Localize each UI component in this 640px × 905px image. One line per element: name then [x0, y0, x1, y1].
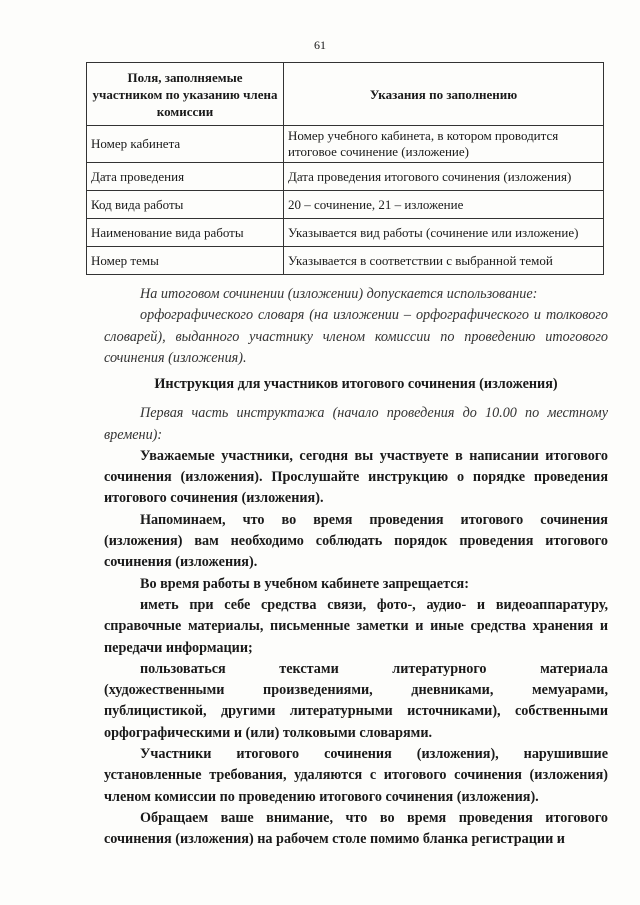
word: пользоваться	[140, 660, 226, 677]
table-header-cell: Указания по заполнению	[284, 63, 604, 126]
table-cell: Указывается в соответствии с выбранной темой	[284, 247, 604, 275]
paragraph: Напоминаем, что во время проведения итогового сочинения (изложения) вам необходимо соблюдать порядок проведения итогового сочинения (изложения).	[104, 511, 608, 571]
paragraph: Обращаем ваше внимание, что во время проведения итогового сочинения (изложения) на рабочем столе помимо бланка регистрации и	[104, 809, 608, 848]
table-cell: Номер кабинета	[87, 126, 284, 163]
section-heading: Инструкция для участников итогового сочинения (изложения)	[154, 376, 558, 392]
spread-line	[104, 659, 608, 680]
paragraph: Участники итогового сочинения (изложения), нарушившие установленные требования, удаляются с итогового сочинения (изложения) членом комиссии по проведению итогового сочинения (изложения).	[104, 746, 608, 805]
table-row	[87, 126, 604, 163]
word: текстами	[279, 660, 339, 677]
table-cell: Указывается вид работы (сочинение или изложение)	[284, 219, 604, 247]
table-cell: 20 – сочинение, 21 – изложение	[284, 191, 604, 219]
table-row	[87, 219, 604, 247]
table-row	[87, 247, 604, 275]
word: материала	[540, 660, 608, 677]
word: литературного	[392, 660, 487, 677]
paragraph: (художественными произведениями, дневниками, мемуарами, публицистикой, другими литературными источниками), собственными орфографическими и (или) толковыми словарями.	[104, 682, 608, 741]
table-row	[87, 191, 604, 219]
note-intro: На итоговом сочинении (изложении) допускается использование:	[140, 286, 538, 302]
note-block	[104, 284, 608, 369]
table-cell: Дата проведения	[87, 163, 284, 191]
paragraph: Уважаемые участники, сегодня вы участвуете в написании итогового сочинения (изложения). Прослушайте инструкцию о порядке проведения итогового сочинения (изложения).	[104, 447, 608, 507]
table-row	[87, 163, 604, 191]
table-header-cell: Поля, заполняемые участником по указанию члена комиссии	[87, 63, 284, 126]
instruction-section	[104, 374, 608, 851]
table-cell: Наименование вида работы	[87, 219, 284, 247]
table-cell: Код вида работы	[87, 191, 284, 219]
table-header-row	[87, 63, 604, 126]
first-part-note: Первая часть инструктажа (начало проведения до 10.00 по местному времени):	[104, 405, 608, 443]
table-cell: Номер учебного кабинета, в котором проводится итоговое сочинение (изложение)	[284, 126, 604, 163]
note-detail: орфографического словаря (на изложении – орфографического и толкового словарей), выданного участнику членом комиссии по проведению итогового сочинения (изложения).	[104, 307, 608, 366]
table-cell: Дата проведения итогового сочинения (изложения)	[284, 163, 604, 191]
table-cell: Номер темы	[87, 247, 284, 275]
page-number: 61	[314, 38, 326, 52]
paragraph: Во время работы в учебном кабинете запрещается:	[140, 575, 469, 592]
fields-table	[86, 62, 604, 275]
paragraph: иметь при себе средства связи, фото-, аудио- и видеоаппаратуру, справочные материалы, письменные заметки и иные средства хранения и передачи информации;	[104, 596, 608, 656]
